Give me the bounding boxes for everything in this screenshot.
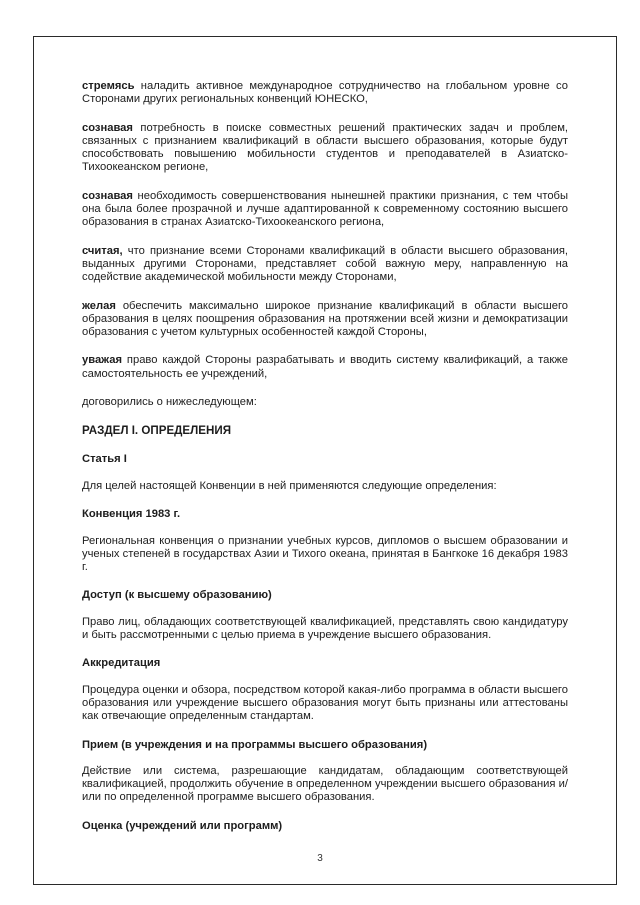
clause-keyword: считая,: [82, 244, 123, 257]
clause-text: право каждой Стороны разрабатывать и вводить систему квалификаций, а также самостоятельность ее учреждений,: [82, 354, 568, 380]
section-heading: РАЗДЕЛ I. ОПРЕДЕЛЕНИЯ: [82, 424, 232, 438]
preamble-clause: [82, 80, 568, 107]
clause-text: необходимость совершенствования нынешней практики признания, с тем чтобы она была более прозрачной и лучше адаптированной к современному состоянию высшего образования в странах Азиатско-Тихоокеанского региона,: [82, 189, 568, 229]
agreement-statement: договорились о нижеследующем:: [82, 396, 257, 409]
term-definition: Действие или система, разрешающие кандидатам, обладающим соответствующей квалификацией, продолжить обучение в определенном учреждении высшего образования и/или по определенной программе высшего образования.: [82, 764, 568, 804]
clause-keyword: желая: [82, 299, 116, 312]
clause-keyword: сознавая: [82, 121, 133, 134]
clause-text: потребность в поиске совместных решений практических задач и проблем, связанных с признанием квалификаций в области высшего образования, которые будут способствовать повышению мобильности студентов и преподавателей в Азиатско-Тихоокеанском регионе,: [82, 121, 568, 174]
clause-keyword: уважая: [82, 354, 122, 367]
term-heading: Доступ (к высшему образованию): [82, 589, 272, 602]
term-definition: Право лиц, обладающих соответствующей квалификацией, представлять свою кандидатуру и быть рассмотренными с целью приема в учреждение высшего образования.: [82, 615, 568, 642]
preamble-clause: [82, 300, 568, 340]
clause-keyword: стремясь: [82, 80, 135, 92]
clause-text: обеспечить максимально широкое признание квалификаций в области высшего образования в целях поощрения образования на протяжении всей жизни и демократизации образования с учетом культурных особенностей каждой Стороны,: [82, 299, 568, 339]
preamble-clause: [82, 245, 568, 285]
article-heading: Статья I: [82, 452, 127, 465]
preamble-clause: [82, 122, 568, 175]
term-heading: Прием (в учреждения и на программы высшего образования): [82, 738, 428, 751]
document-body: [82, 80, 568, 846]
clause-keyword: сознавая: [82, 189, 133, 202]
term-heading: Конвенция 1983 г.: [82, 508, 181, 521]
term-heading: Оценка (учреждений или программ): [82, 819, 283, 832]
preamble-clause: [82, 190, 568, 230]
term-definition: Процедура оценки и обзора, посредством которой какая-либо программа в области высшего образования или учреждение высшего образования могут быть признаны или аттестованы как отвечающие определенным стандартам.: [82, 683, 568, 723]
page-number: 3: [317, 853, 323, 864]
term-heading: Аккредитация: [82, 657, 161, 670]
term-definition: Региональная конвенция о признании учебных курсов, дипломов о высшем образовании и ученых степеней в государствах Азии и Тихого океана, принятая в Бангкоке 16 декабря 1983 г.: [82, 534, 568, 574]
preamble-clause: [82, 354, 568, 381]
article-intro: Для целей настоящей Конвенции в ней применяются следующие определения:: [82, 479, 497, 492]
clause-text: наладить активное международное сотрудничество на глобальном уровне со Сторонами других региональных конвенций ЮНЕСКО,: [82, 80, 568, 106]
clause-text: что признание всеми Сторонами квалификаций в области высшего образования, выданных другими Сторонами, представляет собой важную меру, направленную на содействие академической мобильности между Сторонами,: [82, 244, 568, 284]
